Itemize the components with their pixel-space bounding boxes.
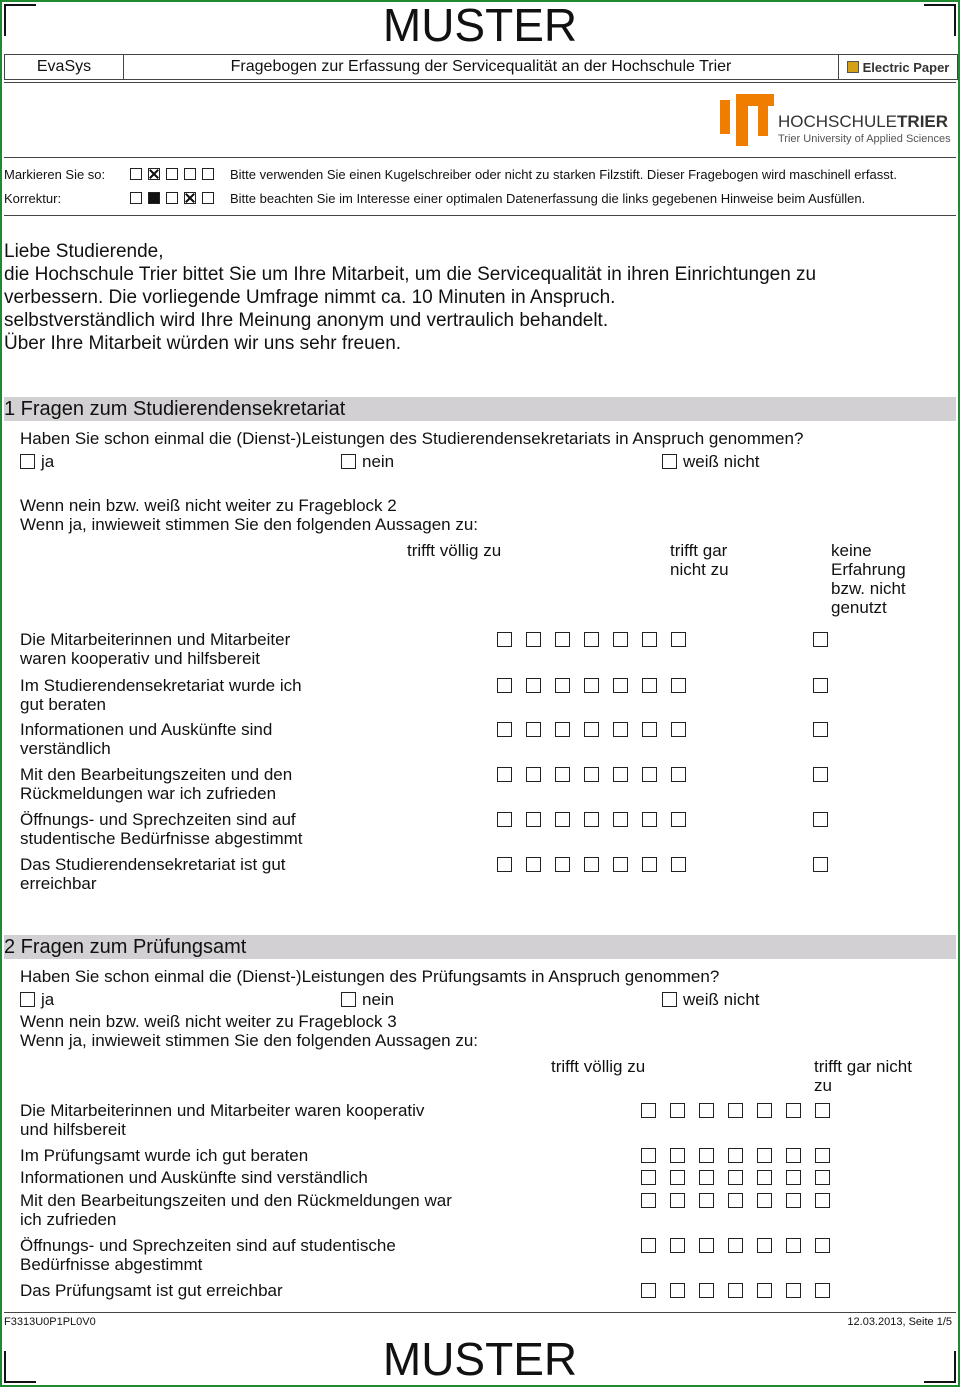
divider <box>4 157 956 158</box>
rating-checkbox[interactable] <box>757 1283 772 1298</box>
rating-checkbox[interactable] <box>670 1283 685 1298</box>
rating-checkbox[interactable] <box>642 767 657 782</box>
rating-checkbox[interactable] <box>584 722 599 737</box>
no-experience-checkbox[interactable] <box>813 632 828 647</box>
example-box-empty <box>166 168 178 180</box>
form-code: F3313U0P1PL0V0 <box>4 1316 96 1328</box>
s1-option-yes[interactable]: ja <box>20 452 54 471</box>
rating-checkbox[interactable] <box>497 632 512 647</box>
no-experience-checkbox[interactable] <box>813 767 828 782</box>
no-experience-checkbox[interactable] <box>813 722 828 737</box>
statement-text: Informationen und Auskünfte sind verständlich <box>20 720 273 758</box>
mark-example-boxes <box>130 168 230 180</box>
statement-text: Das Prüfungsamt ist gut erreichbar <box>20 1281 283 1300</box>
rating-scale <box>497 722 700 737</box>
section-1-question: Haben Sie schon einmal die (Dienst-)Leistungen des Studierendensekretariats in Anspruch genommen? <box>20 429 804 448</box>
rating-checkbox[interactable] <box>642 722 657 737</box>
rating-checkbox[interactable] <box>670 1238 685 1253</box>
statement-text: Die Mitarbeiterinnen und Mitarbeiter waren kooperativ und hilfsbereit <box>20 1101 425 1139</box>
no-experience-checkbox[interactable] <box>813 812 828 827</box>
s1-scale-right-label: trifft gar nicht zu <box>670 541 729 579</box>
rating-checkbox[interactable] <box>671 632 686 647</box>
s2-scale-right-label: trifft gar nicht zu <box>814 1057 912 1095</box>
rating-checkbox[interactable] <box>699 1238 714 1253</box>
s2-option-dont-know[interactable]: weiß nicht <box>662 990 760 1009</box>
s2-instruction: Wenn ja, inwieweit stimmen Sie den folgenden Aussagen zu: <box>20 1031 479 1050</box>
example-box-crossed <box>184 192 196 204</box>
rating-checkbox[interactable] <box>670 1103 685 1118</box>
rating-checkbox[interactable] <box>786 1170 801 1185</box>
rating-checkbox[interactable] <box>642 857 657 872</box>
rating-checkbox[interactable] <box>728 1103 743 1118</box>
rating-checkbox[interactable] <box>555 857 570 872</box>
rating-checkbox[interactable] <box>584 767 599 782</box>
s1-skip-note: Wenn nein bzw. weiß nicht weiter zu Frageblock 2 <box>20 496 397 515</box>
rating-checkbox[interactable] <box>613 812 628 827</box>
rating-checkbox[interactable] <box>728 1193 743 1208</box>
rating-checkbox[interactable] <box>584 678 599 693</box>
rating-checkbox[interactable] <box>641 1193 656 1208</box>
logo-name: HOCHSCHULETRIER <box>778 112 949 131</box>
statement-text: Mit den Bearbeitungszeiten und den Rückmeldungen war ich zufrieden <box>20 765 293 803</box>
rating-checkbox[interactable] <box>786 1238 801 1253</box>
rating-scale <box>641 1238 844 1253</box>
divider <box>4 215 956 216</box>
checkbox[interactable] <box>20 992 35 1007</box>
rating-checkbox[interactable] <box>757 1238 772 1253</box>
rating-checkbox[interactable] <box>641 1148 656 1163</box>
rating-checkbox[interactable] <box>815 1283 830 1298</box>
s2-option-no[interactable]: nein <box>341 990 394 1009</box>
rating-checkbox[interactable] <box>613 678 628 693</box>
rating-checkbox[interactable] <box>670 1170 685 1185</box>
checkbox[interactable] <box>20 454 35 469</box>
vendor-name: Electric Paper <box>862 59 950 75</box>
rating-scale <box>641 1103 844 1118</box>
watermark-bottom: MUSTER <box>382 1333 578 1385</box>
section-1-title: 1 Fragen zum Studierendensekretariat <box>4 397 956 421</box>
rating-checkbox[interactable] <box>699 1103 714 1118</box>
checkbox[interactable] <box>662 454 677 469</box>
rating-checkbox[interactable] <box>641 1238 656 1253</box>
rating-scale <box>497 678 700 693</box>
rating-checkbox[interactable] <box>642 678 657 693</box>
statement-text: Im Prüfungsamt wurde ich gut beraten <box>20 1146 309 1165</box>
rating-checkbox[interactable] <box>497 678 512 693</box>
rating-checkbox[interactable] <box>757 1148 772 1163</box>
rating-scale <box>641 1193 844 1208</box>
rating-scale <box>497 632 700 647</box>
section-2-question: Haben Sie schon einmal die (Dienst-)Leistungen des Prüfungsamts in Anspruch genommen? <box>20 967 720 986</box>
checkbox[interactable] <box>662 992 677 1007</box>
rating-checkbox[interactable] <box>641 1283 656 1298</box>
rating-checkbox[interactable] <box>584 857 599 872</box>
rating-scale <box>497 767 700 782</box>
example-box-empty <box>130 192 142 204</box>
example-box-empty <box>184 168 196 180</box>
example-box-empty <box>202 168 214 180</box>
checkbox[interactable] <box>341 454 356 469</box>
rating-checkbox[interactable] <box>497 722 512 737</box>
rating-checkbox[interactable] <box>526 678 541 693</box>
rating-checkbox[interactable] <box>815 1170 830 1185</box>
rating-checkbox[interactable] <box>699 1283 714 1298</box>
vendor-logo-icon <box>847 61 859 73</box>
s2-skip-note: Wenn nein bzw. weiß nicht weiter zu Frageblock 3 <box>20 1012 397 1031</box>
system-name: EvaSys <box>5 55 124 79</box>
statement-text: Mit den Bearbeitungszeiten und den Rückmeldungen war ich zufrieden <box>20 1191 452 1229</box>
example-box-filled <box>148 192 160 204</box>
rating-checkbox[interactable] <box>584 812 599 827</box>
rating-checkbox[interactable] <box>728 1170 743 1185</box>
university-logo <box>718 92 950 148</box>
rating-checkbox[interactable] <box>584 632 599 647</box>
rating-checkbox[interactable] <box>497 812 512 827</box>
rating-checkbox[interactable] <box>757 1170 772 1185</box>
rating-checkbox[interactable] <box>555 722 570 737</box>
rating-checkbox[interactable] <box>526 857 541 872</box>
rating-checkbox[interactable] <box>815 1148 830 1163</box>
statement-text: Im Studierendensekretariat wurde ich gut beraten <box>20 676 302 714</box>
statement-text: Öffnungs- und Sprechzeiten sind auf studentische Bedürfnisse abgestimmt <box>20 810 303 848</box>
divider <box>4 1312 956 1313</box>
rating-checkbox[interactable] <box>815 1193 830 1208</box>
rating-checkbox[interactable] <box>613 722 628 737</box>
s1-scale-left-label: trifft völlig zu <box>407 541 502 560</box>
correction-label: Korrektur: <box>4 190 62 206</box>
no-experience-checkbox[interactable] <box>813 857 828 872</box>
rating-checkbox[interactable] <box>728 1238 743 1253</box>
rating-checkbox[interactable] <box>671 857 686 872</box>
s1-no-experience-label: keine Erfahrung bzw. nicht genutzt <box>831 541 906 617</box>
rating-checkbox[interactable] <box>786 1103 801 1118</box>
rating-checkbox[interactable] <box>786 1148 801 1163</box>
rating-checkbox[interactable] <box>786 1283 801 1298</box>
rating-scale <box>641 1283 844 1298</box>
correction-example-boxes <box>130 192 230 204</box>
rating-checkbox[interactable] <box>671 767 686 782</box>
logo-subtitle: Trier University of Applied Sciences <box>778 133 951 145</box>
s1-option-no[interactable]: nein <box>341 452 394 471</box>
rating-checkbox[interactable] <box>699 1170 714 1185</box>
s2-scale-left-label: trifft völlig zu <box>551 1057 646 1076</box>
rating-checkbox[interactable] <box>728 1283 743 1298</box>
hochschule-trier-logo-icon <box>718 92 778 148</box>
rating-checkbox[interactable] <box>555 678 570 693</box>
watermark-top: MUSTER <box>382 0 578 51</box>
section-2-title: 2 Fragen zum Prüfungsamt <box>4 935 956 959</box>
vendor-cell <box>839 55 957 79</box>
rating-scale <box>641 1170 844 1185</box>
rating-checkbox[interactable] <box>642 812 657 827</box>
rating-checkbox[interactable] <box>728 1148 743 1163</box>
rating-checkbox[interactable] <box>555 632 570 647</box>
rating-checkbox[interactable] <box>613 767 628 782</box>
rating-checkbox[interactable] <box>555 767 570 782</box>
rating-checkbox[interactable] <box>699 1193 714 1208</box>
rating-checkbox[interactable] <box>757 1103 772 1118</box>
statement-text: Das Studierendensekretariat ist gut erreichbar <box>20 855 286 893</box>
rating-checkbox[interactable] <box>613 857 628 872</box>
mark-label: Markieren Sie so: <box>4 166 106 182</box>
correction-hint: Bitte beachten Sie im Interesse einer optimalen Datenerfassung die links gegebenen Hinweise beim Ausfüllen. <box>230 190 866 206</box>
divider <box>4 82 956 83</box>
rating-checkbox[interactable] <box>786 1193 801 1208</box>
form-title: Fragebogen zur Erfassung der Servicequalität an der Hochschule Trier <box>124 55 839 79</box>
form-header <box>4 54 958 80</box>
s1-option-dont-know[interactable]: weiß nicht <box>662 452 760 471</box>
rating-checkbox[interactable] <box>671 812 686 827</box>
statement-text: Öffnungs- und Sprechzeiten sind auf studentische Bedürfnisse abgestimmt <box>20 1236 396 1274</box>
rating-checkbox[interactable] <box>526 632 541 647</box>
example-box-empty <box>166 192 178 204</box>
s2-option-yes[interactable]: ja <box>20 990 54 1009</box>
intro-text: Liebe Studierende, die Hochschule Trier bittet Sie um Ihre Mitarbeit, um die Servicequalität in ihren Einrichtungen zu verbessern. Die vorliegende Umfrage nimmt ca. 10 Minuten in Anspruch. selbstverständlich wird Ihre Meinung anonym und vertraulich behandelt. Über Ihre Mitarbeit würden wir uns sehr freuen. <box>4 241 817 354</box>
date-and-page: 12.03.2013, Seite 1/5 <box>847 1316 952 1328</box>
rating-checkbox[interactable] <box>497 857 512 872</box>
rating-checkbox[interactable] <box>670 1148 685 1163</box>
example-box-empty <box>202 192 214 204</box>
s1-instruction: Wenn ja, inwieweit stimmen Sie den folgenden Aussagen zu: <box>20 515 479 534</box>
rating-checkbox[interactable] <box>670 1193 685 1208</box>
rating-scale <box>497 812 700 827</box>
rating-checkbox[interactable] <box>641 1170 656 1185</box>
mark-hint: Bitte verwenden Sie einen Kugelschreiber oder nicht zu starken Filzstift. Dieser Fragebogen wird maschinell erfasst. <box>230 166 897 182</box>
statement-text: Informationen und Auskünfte sind verständlich <box>20 1168 368 1187</box>
marking-example-row <box>4 165 897 183</box>
rating-checkbox[interactable] <box>526 722 541 737</box>
correction-example-row <box>4 189 865 207</box>
checkbox[interactable] <box>341 992 356 1007</box>
rating-checkbox[interactable] <box>641 1103 656 1118</box>
rating-checkbox[interactable] <box>815 1103 830 1118</box>
statement-text: Die Mitarbeiterinnen und Mitarbeiter waren kooperativ und hilfsbereit <box>20 630 291 668</box>
rating-checkbox[interactable] <box>526 767 541 782</box>
rating-checkbox[interactable] <box>699 1148 714 1163</box>
rating-checkbox[interactable] <box>757 1193 772 1208</box>
rating-checkbox[interactable] <box>671 678 686 693</box>
rating-checkbox[interactable] <box>613 632 628 647</box>
rating-scale <box>641 1148 844 1163</box>
example-box-crossed <box>148 168 160 180</box>
rating-scale <box>497 857 700 872</box>
rating-checkbox[interactable] <box>526 812 541 827</box>
rating-checkbox[interactable] <box>671 722 686 737</box>
example-box-empty <box>130 168 142 180</box>
rating-checkbox[interactable] <box>815 1238 830 1253</box>
no-experience-checkbox[interactable] <box>813 678 828 693</box>
rating-checkbox[interactable] <box>555 812 570 827</box>
rating-checkbox[interactable] <box>642 632 657 647</box>
rating-checkbox[interactable] <box>497 767 512 782</box>
